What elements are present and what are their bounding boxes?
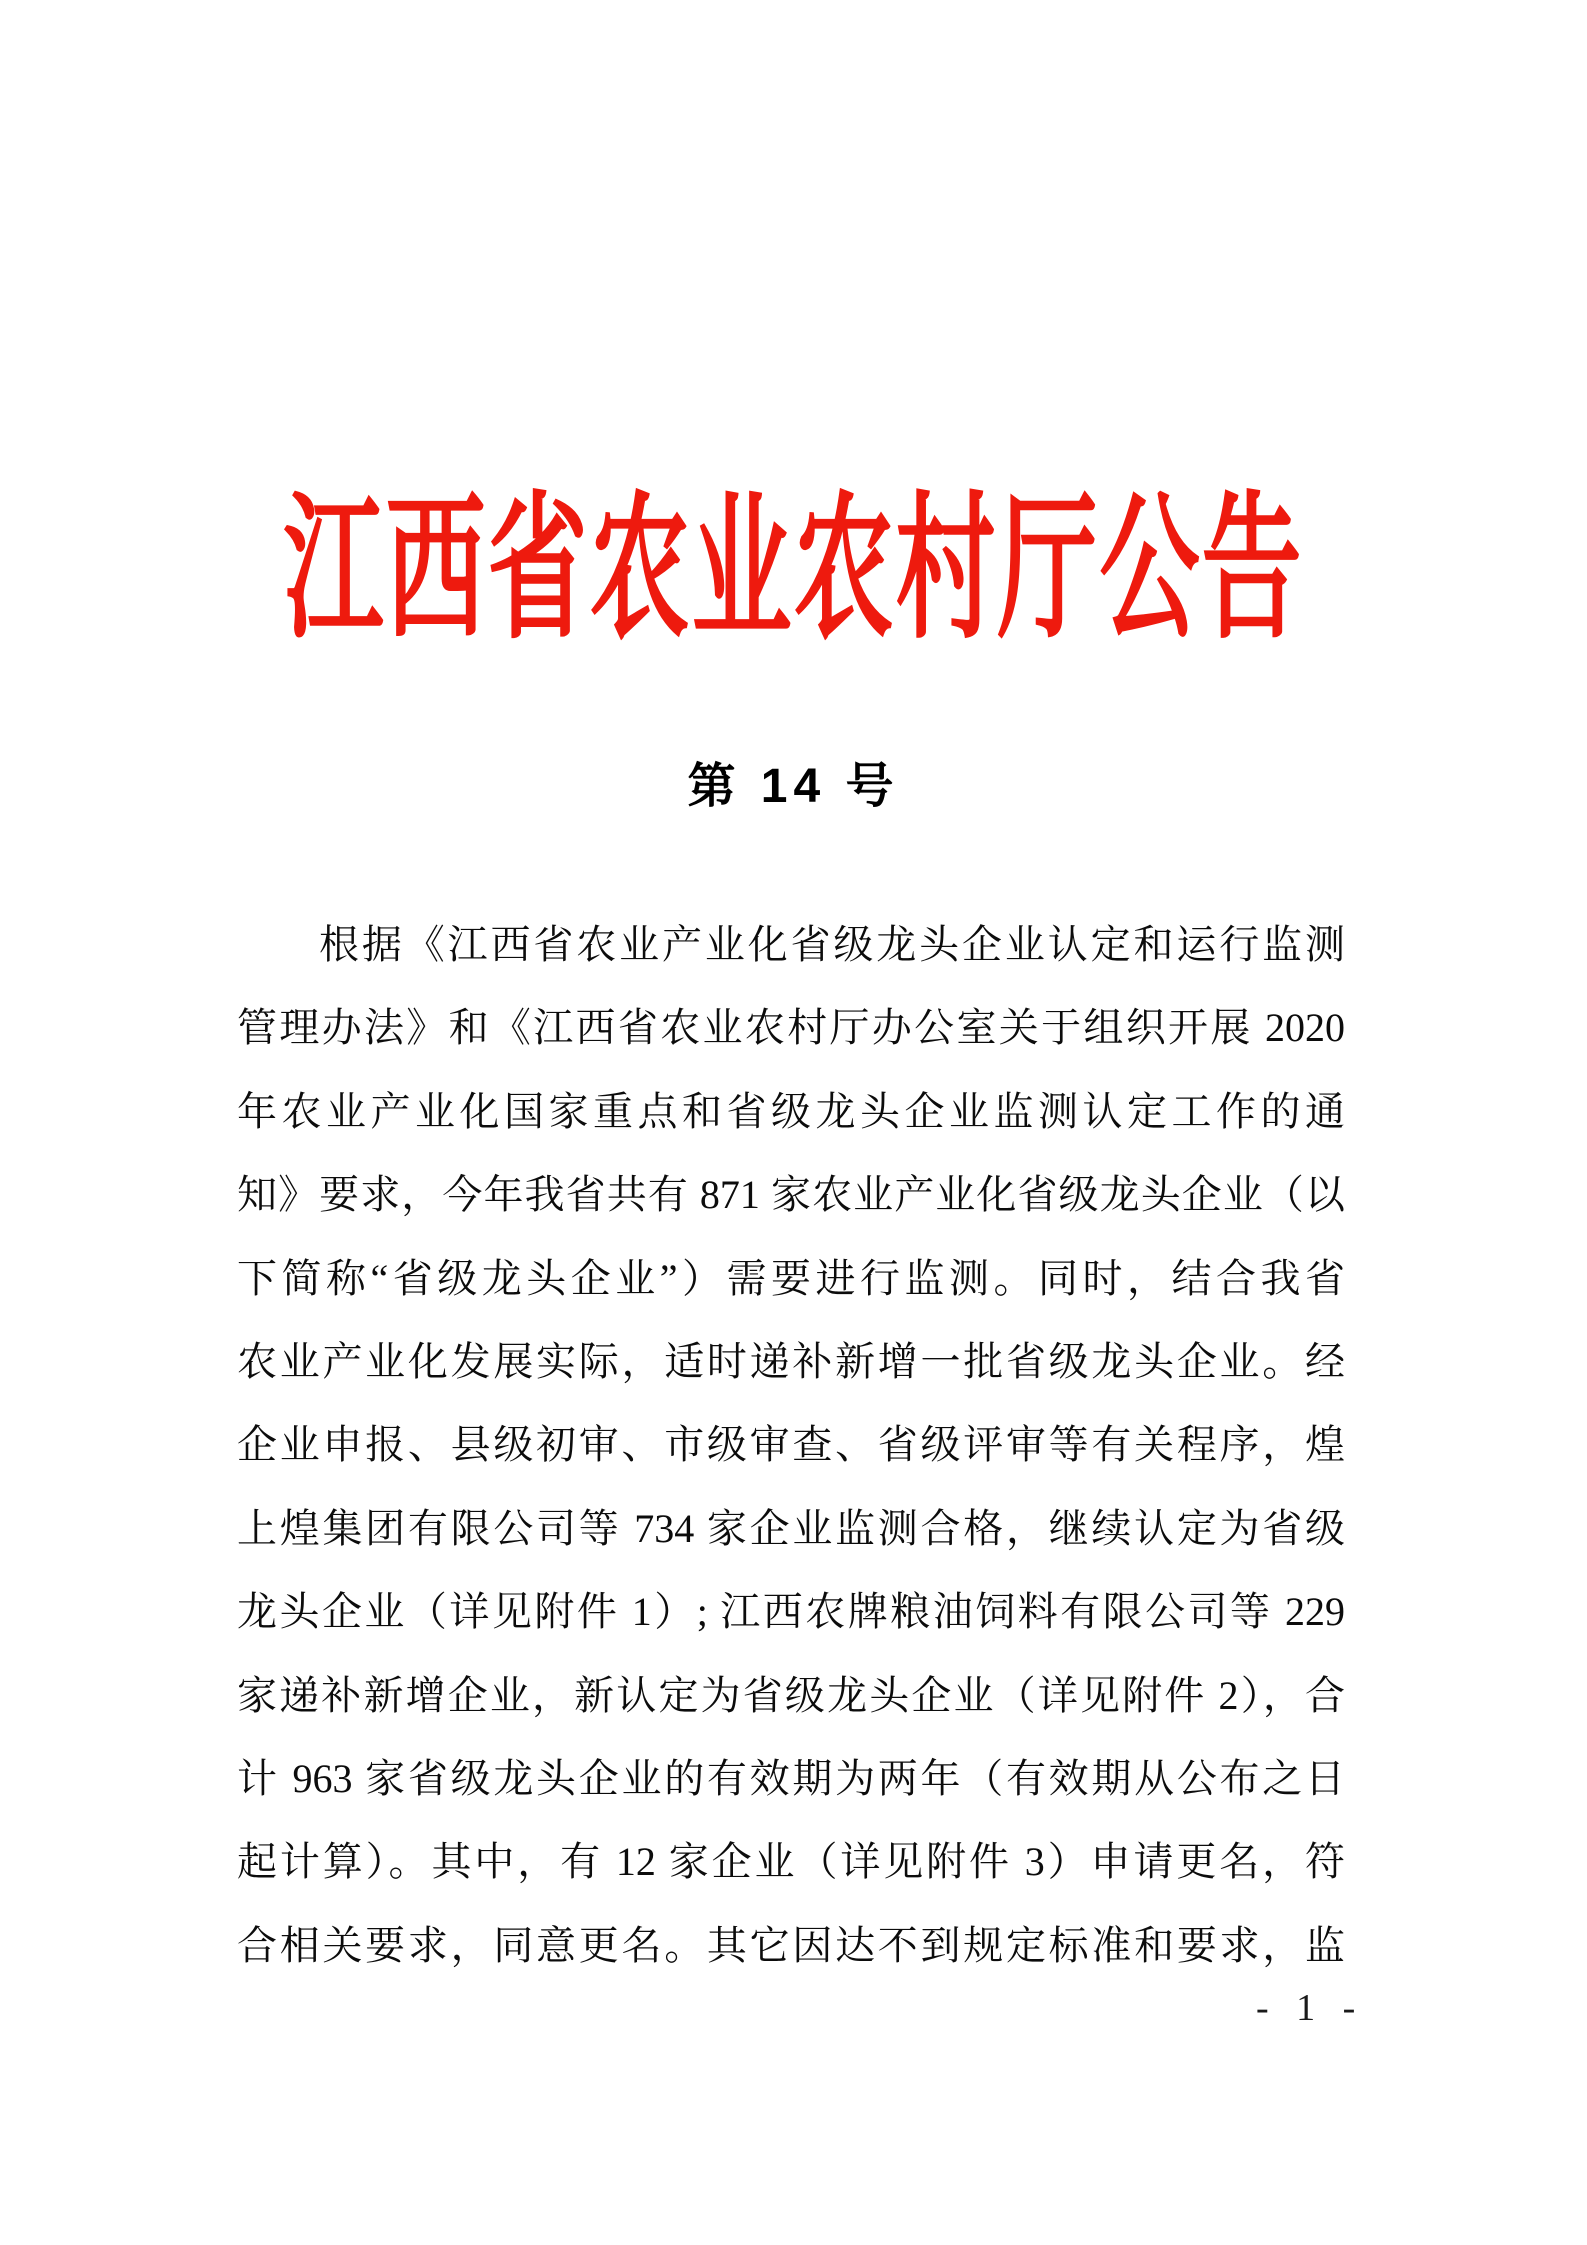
body-line: 知》要求，今年我省共有 871 家农业产业化省级龙头企业（以 [237, 1172, 1345, 1218]
body-line: 合相关要求，同意更名。其它因达不到规定标准和要求，监 [237, 1922, 1345, 1968]
body-line: 管理办法》和《江西省农业农村厅办公室关于组织开展 2020 [237, 1005, 1345, 1051]
body-line: 年农业产业化国家重点和省级龙头企业监测认定工作的通 [237, 1088, 1345, 1134]
body-line: 起计算）。其中，有 12 家企业（详见附件 3）申请更名，符 [237, 1839, 1345, 1885]
body-paragraph [237, 903, 1345, 1987]
body-line: 企业申报、县级初审、市级审查、省级评审等有关程序，煌 [237, 1422, 1345, 1468]
body-line: 家递补新增企业，新认定为省级龙头企业（详见附件 2），合 [237, 1672, 1345, 1718]
body-line: 计 963 家省级龙头企业的有效期为两年（有效期从公布之日 [237, 1755, 1345, 1801]
body-line: 根据《江西省农业产业化省级龙头企业认定和运行监测 [319, 922, 1345, 967]
document-title: 江西省农业农村厅公告 [283, 482, 1304, 658]
body-line: 农业产业化发展实际，适时递补新增一批省级龙头企业。经 [237, 1338, 1345, 1384]
page-number: - 1 - [1256, 1987, 1365, 2029]
body-line: 上煌集团有限公司等 734 家企业监测合格，继续认定为省级 [237, 1505, 1345, 1551]
body-line: 龙头企业（详见附件 1）; 江西农牌粮油饲料有限公司等 229 [237, 1589, 1345, 1635]
issue-number: 第 14 号 [687, 760, 900, 813]
body-line: 下简称“省级龙头企业”）需要进行监测。同时，结合我省 [237, 1255, 1345, 1301]
